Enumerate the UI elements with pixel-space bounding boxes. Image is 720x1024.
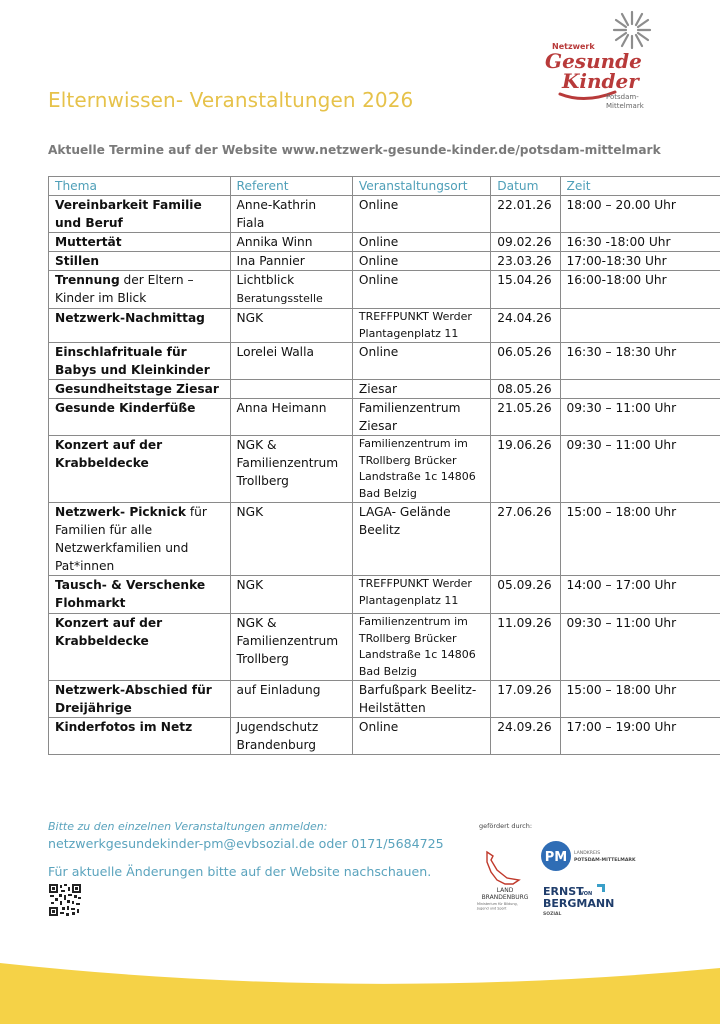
referent-text: auf Einladung	[236, 683, 321, 697]
thema-bold: Kinderfotos im Netz	[55, 720, 193, 734]
zeit-text: 16:00-18:00 Uhr	[566, 273, 667, 287]
evb-ernst: ERNST	[543, 885, 584, 898]
cell-thema	[49, 436, 231, 503]
cell-zeit	[560, 399, 720, 436]
cell-zeit	[560, 271, 720, 309]
ort-text: Familienzentrum im TRollberg Brücker Landstraße 1c 14806 Bad Belzig	[358, 615, 476, 678]
logo-kinder: Kinder	[562, 69, 639, 93]
referent-text: NGK & Familienzentrum Trollberg	[236, 438, 339, 488]
brandenburg-land: LAND	[496, 887, 514, 894]
datum-text: 24.04.26	[497, 311, 552, 325]
referent-text: Jugendschutz Brandenburg	[236, 720, 319, 752]
header-referent: Referent	[230, 177, 352, 196]
table-row	[49, 252, 720, 271]
cell-thema	[49, 233, 231, 252]
logo-gesunde: Gesunde	[545, 49, 642, 73]
cell-ort	[352, 233, 490, 252]
cell-referent	[230, 309, 352, 343]
cell-zeit	[560, 436, 720, 503]
cell-referent	[230, 681, 352, 718]
cell-thema	[49, 399, 231, 436]
zeit-text: 18:00 – 20.00 Uhr	[566, 198, 676, 212]
datum-text: 17.09.26	[497, 683, 552, 697]
brandenburg-name: BRANDENBURG	[481, 894, 529, 901]
cell-ort	[352, 503, 490, 576]
cell-datum	[491, 380, 560, 399]
page-subtitle: Aktuelle Termine auf der Website www.netzwerk-gesunde-kinder.de/potsdam-mittelmark	[48, 143, 661, 157]
qr-code-icon	[49, 884, 81, 916]
datum-text: 23.03.26	[497, 254, 552, 268]
brandenburg-ministry-2: Jugend und Sport	[477, 906, 507, 911]
zeit-text: 15:00 – 18:00 Uhr	[566, 683, 677, 697]
eagle-icon	[487, 852, 519, 884]
cell-ort	[352, 271, 490, 309]
cell-referent	[230, 196, 352, 233]
cell-thema	[49, 252, 231, 271]
cell-thema	[49, 309, 231, 343]
cell-zeit	[560, 196, 720, 233]
ort-text: LAGA- Gelände Beelitz	[358, 505, 451, 537]
cell-ort	[352, 576, 490, 614]
cell-referent	[230, 503, 352, 576]
cell-referent	[230, 399, 352, 436]
sun-icon	[614, 12, 650, 48]
contact-info[interactable]: netzwerkgesundekinder-pm@evbsozial.de oder 0171/5684725	[48, 836, 444, 851]
header-veranstaltungsort: Veranstaltungsort	[352, 177, 490, 196]
ort-text: TREFFPUNKT Werder Plantagenplatz 11	[358, 577, 472, 607]
cell-ort	[352, 343, 490, 380]
thema-bold: Gesunde Kinderfüße	[55, 401, 196, 415]
cell-datum	[491, 436, 560, 503]
table-row	[49, 614, 720, 681]
referent-text: NGK & Familienzentrum Trollberg	[236, 616, 339, 666]
cell-ort	[352, 718, 490, 755]
thema-rest: für Familien für alle Netzwerkfamilien und Pat*innen	[55, 505, 207, 573]
page-title: Elternwissen- Veranstaltungen 2026	[48, 88, 414, 112]
cell-datum	[491, 309, 560, 343]
table-row	[49, 271, 720, 309]
cell-ort	[352, 681, 490, 718]
cell-zeit	[560, 718, 720, 755]
cell-referent	[230, 380, 352, 399]
cell-datum	[491, 718, 560, 755]
cell-datum	[491, 196, 560, 233]
table-row	[49, 233, 720, 252]
cell-ort	[352, 380, 490, 399]
cell-thema	[49, 681, 231, 718]
ort-text: TREFFPUNKT Werder Plantagenplatz 11	[358, 310, 472, 340]
ort-text: Barfußpark Beelitz-Heilstätten	[358, 683, 477, 715]
datum-text: 19.06.26	[497, 438, 552, 452]
netzwerk-gesunde-kinder-logo	[540, 8, 660, 112]
zeit-text: 16:30 – 18:30 Uhr	[566, 345, 677, 359]
cell-thema	[49, 718, 231, 755]
table-row	[49, 503, 720, 576]
sponsor-label: gefördert durch:	[479, 822, 533, 830]
registration-note: Bitte zu den einzelnen Veranstaltungen anmelden:	[48, 820, 328, 833]
table-row	[49, 309, 720, 343]
table-row	[49, 380, 720, 399]
header-zeit: Zeit	[560, 177, 720, 196]
ort-text: Online	[358, 198, 399, 212]
cell-datum	[491, 271, 560, 309]
cell-ort	[352, 196, 490, 233]
ort-text: Familienzentrum im TRollberg Brücker Landstraße 1c 14806 Bad Belzig	[358, 437, 476, 500]
cell-datum	[491, 576, 560, 614]
table-row	[49, 681, 720, 718]
referent-text: Anne-Kathrin Fiala	[236, 198, 317, 230]
logo-netzwerk: Netzwerk	[552, 42, 595, 51]
cell-zeit	[560, 252, 720, 271]
thema-bold: Konzert auf der Krabbeldecke	[55, 438, 163, 470]
referent-text: NGK	[236, 505, 264, 519]
cell-ort	[352, 252, 490, 271]
update-note: Für aktuelle Änderungen bitte auf der Website nachschauen.	[48, 864, 432, 879]
evb-corner-icon	[597, 884, 605, 892]
cell-ort	[352, 614, 490, 681]
datum-text: 09.02.26	[497, 235, 552, 249]
cell-thema	[49, 271, 231, 309]
ort-text: Familienzentrum Ziesar	[358, 401, 461, 433]
thema-bold: Tausch- & Verschenke Flohmarkt	[55, 578, 206, 610]
thema-rest: der Eltern – Kinder im Blick	[55, 273, 194, 305]
header-thema: Thema	[49, 177, 231, 196]
ort-text: Online	[358, 273, 399, 287]
cell-thema	[49, 196, 231, 233]
pm-name: POTSDAM-MITTELMARK	[574, 858, 636, 863]
zeit-text: 16:30 -18:00 Uhr	[566, 235, 671, 249]
datum-text: 05.09.26	[497, 578, 552, 592]
ort-text: Ziesar	[358, 382, 397, 396]
referent-text: NGK	[236, 311, 264, 325]
cell-datum	[491, 614, 560, 681]
cell-zeit	[560, 309, 720, 343]
zeit-text: 15:00 – 18:00 Uhr	[566, 505, 677, 519]
cell-zeit	[560, 503, 720, 576]
cell-thema	[49, 503, 231, 576]
header-datum: Datum	[491, 177, 560, 196]
table-row	[49, 718, 720, 755]
datum-text: 24.09.26	[497, 720, 552, 734]
table-row	[49, 436, 720, 503]
datum-text: 11.09.26	[497, 616, 552, 630]
cell-thema	[49, 380, 231, 399]
referent-text: Ina Pannier	[236, 254, 305, 268]
zeit-text: 14:00 – 17:00 Uhr	[566, 578, 677, 592]
datum-text: 22.01.26	[497, 198, 552, 212]
ernst-von-bergmann-logo	[541, 882, 621, 918]
evb-von: VON	[580, 891, 593, 897]
referent-text: Lichtblick	[236, 273, 295, 287]
cell-datum	[491, 399, 560, 436]
land-brandenburg-logo	[473, 848, 537, 912]
cell-referent	[230, 576, 352, 614]
zeit-text: 09:30 – 11:00 Uhr	[566, 616, 677, 630]
cell-datum	[491, 343, 560, 380]
thema-bold: Gesundheitstage Ziesar	[55, 382, 219, 396]
ort-text: Online	[358, 254, 399, 268]
thema-bold: Netzwerk-Nachmittag	[55, 311, 205, 325]
brandenburg-ministry: Ministerium für Bildung,	[477, 902, 518, 906]
pm-badge-text: PM	[544, 850, 568, 865]
evb-sozial: SOZIAL	[543, 912, 562, 917]
ort-text: Online	[358, 720, 399, 734]
cell-referent	[230, 343, 352, 380]
referent-text: NGK	[236, 578, 264, 592]
referent-text: Annika Winn	[236, 235, 313, 249]
zeit-text: 17:00 – 19:00 Uhr	[566, 720, 677, 734]
landkreis-pm-logo	[540, 839, 650, 873]
datum-text: 21.05.26	[497, 401, 552, 415]
referent-text: Anna Heimann	[236, 401, 327, 415]
logo-mittelmark: Mittelmark	[606, 102, 644, 110]
cell-ort	[352, 436, 490, 503]
cell-datum	[491, 233, 560, 252]
events-table	[48, 176, 720, 755]
referent-text: Lorelei Walla	[236, 345, 314, 359]
cell-ort	[352, 399, 490, 436]
cell-referent	[230, 436, 352, 503]
cell-datum	[491, 503, 560, 576]
table-row	[49, 196, 720, 233]
evb-bergmann: BERGMANN	[543, 897, 615, 910]
zeit-text: 17:00-18:30 Uhr	[566, 254, 667, 268]
table-row	[49, 343, 720, 380]
cell-zeit	[560, 681, 720, 718]
thema-bold: Einschlafrituale für Babys und Kleinkinder	[55, 345, 210, 377]
cell-zeit	[560, 576, 720, 614]
cell-referent	[230, 718, 352, 755]
zeit-text: 09:30 – 11:00 Uhr	[566, 401, 677, 415]
cell-zeit	[560, 233, 720, 252]
cell-referent	[230, 252, 352, 271]
thema-bold: Trennung	[55, 273, 120, 287]
thema-bold: Vereinbarkeit Familie und Beruf	[55, 198, 202, 230]
cell-referent	[230, 271, 352, 309]
cell-thema	[49, 343, 231, 380]
logo-potsdam: Potsdam-	[606, 93, 639, 101]
cell-referent	[230, 614, 352, 681]
thema-bold: Muttertät	[55, 235, 122, 249]
ort-text: Online	[358, 345, 399, 359]
zeit-text: 09:30 – 11:00 Uhr	[566, 438, 677, 452]
cell-thema	[49, 576, 231, 614]
cell-ort	[352, 309, 490, 343]
thema-bold: Konzert auf der Krabbeldecke	[55, 616, 163, 648]
thema-bold: Netzwerk-Abschied für Dreijährige	[55, 683, 212, 715]
pm-landkreis: LANDKREIS	[574, 851, 601, 856]
cell-referent	[230, 233, 352, 252]
table-header-row	[49, 177, 720, 196]
datum-text: 27.06.26	[497, 505, 552, 519]
datum-text: 06.05.26	[497, 345, 552, 359]
footer-wave	[0, 950, 720, 1024]
table-row	[49, 576, 720, 614]
datum-text: 15.04.26	[497, 273, 552, 287]
thema-bold: Netzwerk- Picknick	[55, 505, 186, 519]
cell-datum	[491, 681, 560, 718]
cell-datum	[491, 252, 560, 271]
thema-bold: Stillen	[55, 254, 100, 268]
cell-zeit	[560, 343, 720, 380]
cell-thema	[49, 614, 231, 681]
datum-text: 08.05.26	[497, 382, 552, 396]
table-row	[49, 399, 720, 436]
cell-zeit	[560, 614, 720, 681]
referent-subtext: Beratungsstelle	[236, 292, 323, 305]
ort-text: Online	[358, 235, 399, 249]
cell-zeit	[560, 380, 720, 399]
